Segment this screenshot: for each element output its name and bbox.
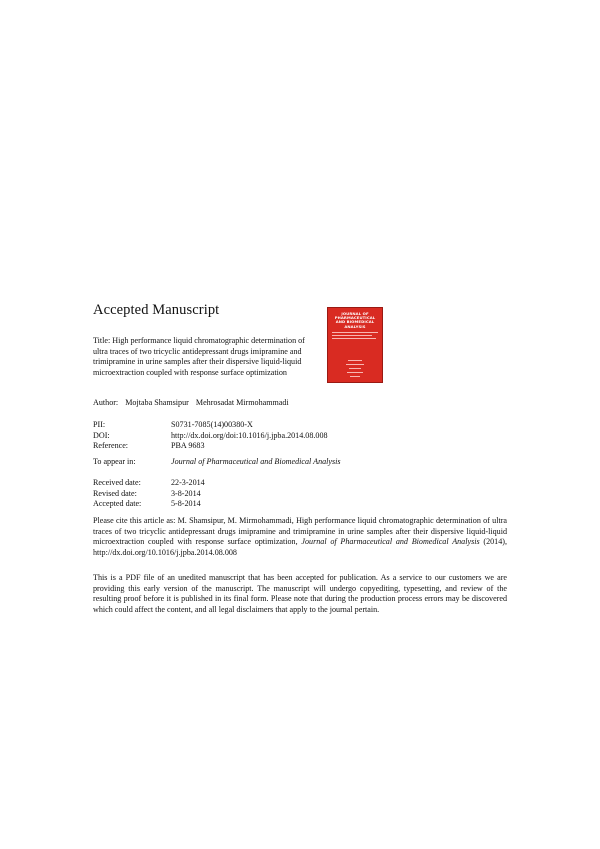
meta-label: PII:: [93, 420, 106, 429]
cover-rule: [332, 338, 376, 339]
cover-rule: [332, 332, 378, 333]
cover-journal-name: JOURNAL OF PHARMACEUTICAL AND BIOMEDICAL ANALYSIS: [334, 311, 376, 329]
meta-value: S0731-7085(14)00380-X: [171, 420, 253, 429]
meta-label: To appear in:: [93, 457, 136, 466]
cover-rule: [349, 368, 361, 369]
citation-text: Please cite this article as: M. Shamsipur, M. Mirmohammadi, High performance liquid chromatographic determination of ultra traces of two tricyclic antidepressant drugs imipramine and trimipramine in urine samples after their dispersive liquid-liquid microextraction coupled with response surface optimization,: [93, 516, 507, 547]
meta-value: 3-8-2014: [171, 488, 201, 498]
meta-value: 5-8-2014: [171, 499, 201, 508]
doi-link[interactable]: http://dx.doi.org/doi:10.1016/j.jpba.2014.08.008: [171, 430, 328, 440]
meta-row-reference: [93, 441, 328, 452]
meta-label: Received date:: [93, 478, 141, 487]
meta-label: DOI:: [93, 430, 110, 440]
cover-rule: [332, 335, 372, 336]
author-name: Mojtaba Shamsipur: [125, 398, 189, 407]
cover-rule: [346, 364, 364, 365]
page-heading: Accepted Manuscript: [93, 302, 220, 318]
citation-link[interactable]: (2014), http://dx.doi.org/10.1016/j.jpba.2014.08.008: [93, 537, 507, 557]
cover-rule: [347, 372, 363, 373]
identifier-block: [93, 420, 328, 452]
dates-block: [93, 478, 205, 510]
citation-paragraph: [93, 516, 507, 558]
author-label: Author:: [93, 398, 119, 407]
journal-name: Journal of Pharmaceutical and Biomedical Analysis: [171, 457, 341, 466]
meta-label: Revised date:: [93, 488, 137, 498]
meta-label: Accepted date:: [93, 499, 142, 508]
author-name: Mehrosadat Mirmohammadi: [195, 398, 289, 407]
meta-row-received: [93, 478, 205, 489]
cover-rule: [348, 360, 362, 361]
meta-row-appear: [93, 457, 341, 468]
meta-value: 22-3-2014: [171, 478, 205, 487]
meta-label: Reference:: [93, 441, 129, 450]
cover-rule: [350, 376, 360, 377]
article-title: Title: High performance liquid chromatographic determination of ultra traces of two tricyclic antidepressant drugs imipramine and trimipramine in urine samples after their dispersive liquid-liquid microextraction coupled with response surface optimization: [93, 336, 305, 377]
meta-row-revised: [93, 489, 205, 500]
notice-paragraph: This is a PDF file of an unedited manuscript that has been accepted for publication. As a service to our customers we are providing this early version of the manuscript. The manuscript will undergo copyediting, typesetting, and review of the resulting proof before it is published in its final form. Please note that during the production process errors may be discovered which could affect the content, and all legal disclaimers that apply to the journal pertain.: [93, 573, 507, 614]
meta-row-accepted: [93, 499, 205, 510]
meta-row-doi: [93, 431, 328, 442]
appear-block: [93, 457, 341, 468]
meta-row-pii: [93, 420, 328, 431]
author-line: [93, 398, 294, 407]
meta-value: PBA 9683: [171, 441, 205, 450]
citation-journal: Journal of Pharmaceutical and Biomedical Analysis: [301, 537, 480, 547]
journal-cover-image: [327, 307, 383, 383]
